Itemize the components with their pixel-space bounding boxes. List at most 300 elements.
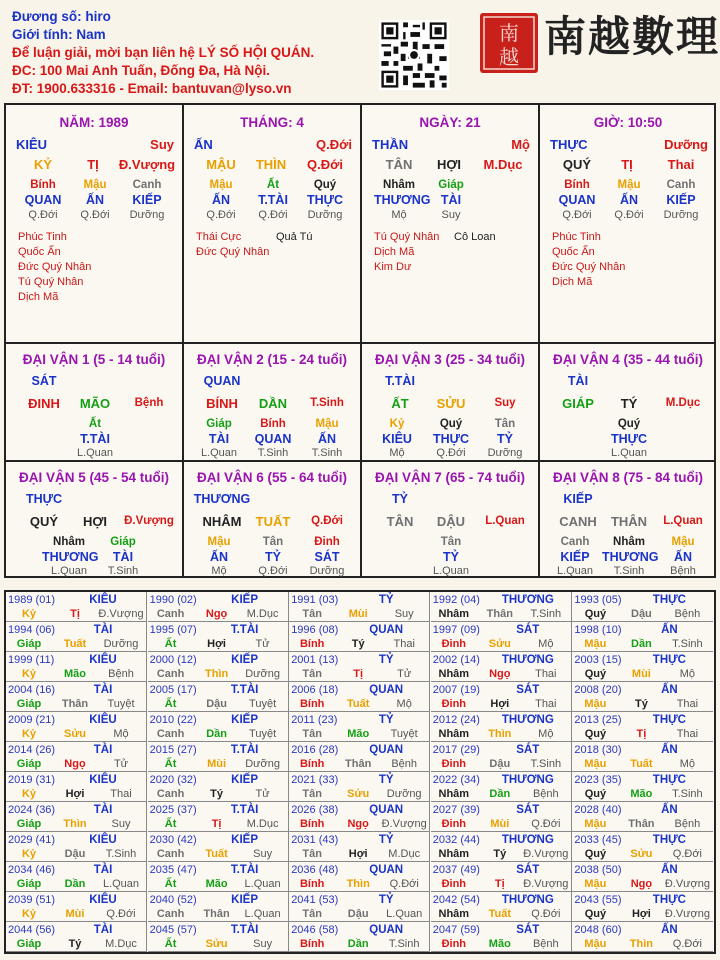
year-branch: Ngọ <box>630 878 653 890</box>
dai-van-hidden-stem: Đinh <box>314 536 340 548</box>
year-branch: Thìn <box>346 878 370 890</box>
year-cell[interactable] <box>148 622 289 652</box>
year-ten-god: SÁT <box>516 924 540 936</box>
dai-van-stem: BÍNH <box>206 396 238 411</box>
year-cell[interactable] <box>572 592 713 622</box>
year-cell[interactable] <box>6 622 147 652</box>
year-branch: Ngọ <box>64 758 86 770</box>
year-phase: L.Quan <box>386 908 423 920</box>
hidden-phase: Dưỡng <box>663 209 699 221</box>
gender: Giới tính: Nam <box>12 27 106 42</box>
dai-van-hidden-phase: L.Quan <box>610 447 648 459</box>
year-ten-god: THƯƠNG <box>501 774 554 786</box>
year-cell[interactable] <box>148 922 289 952</box>
year-label: 2021 (33) <box>291 774 339 786</box>
dai-van-hidden-phase: T.Sinh <box>257 447 289 459</box>
year-ten-god: SÁT <box>516 684 540 696</box>
year-stem: Đinh <box>441 758 467 770</box>
year-label: 2038 (50) <box>574 864 622 876</box>
shen-sha-star: Quả Tú <box>276 231 313 243</box>
shen-sha-star: Tú Quý Nhân <box>18 276 84 288</box>
year-cell[interactable] <box>289 742 430 772</box>
year-cell[interactable] <box>572 652 713 682</box>
year-cell[interactable] <box>6 832 147 862</box>
year-cell[interactable] <box>148 802 289 832</box>
year-cell[interactable] <box>148 832 289 862</box>
year-cell[interactable] <box>6 682 147 712</box>
svg-text:越: 越 <box>499 45 519 69</box>
hidden-phase: Suy <box>441 209 461 221</box>
year-branch: Thìn <box>629 938 653 950</box>
shen-sha-star: Phúc Tinh <box>552 231 601 243</box>
year-branch: Thân <box>486 608 513 620</box>
year-ten-god: ẤN <box>661 924 678 936</box>
year-phase: Mộ <box>538 638 554 650</box>
year-cell[interactable] <box>289 922 430 952</box>
year-stem: Ất <box>164 698 177 710</box>
year-cell[interactable] <box>6 922 147 952</box>
year-branch: Tị <box>70 608 80 620</box>
dai-van-phase: T.Sinh <box>310 397 344 409</box>
year-cell[interactable] <box>289 622 430 652</box>
year-cell[interactable] <box>289 862 430 892</box>
shen-sha-star: Thái Cực <box>196 231 242 243</box>
year-cell[interactable] <box>572 862 713 892</box>
year-stem: Nhâm <box>438 848 470 860</box>
dai-van-branch: TUẤT <box>255 514 291 529</box>
dai-van-hidden-stem: Mậu <box>315 418 339 430</box>
year-label: 2019 (31) <box>8 774 56 786</box>
year-label: 1996 (08) <box>291 624 339 636</box>
branch-phase: Đ.Vượng <box>118 157 176 172</box>
year-cell[interactable] <box>431 802 572 832</box>
year-phase: Q.Đới <box>106 908 136 920</box>
year-label: 2018 (30) <box>574 744 622 756</box>
dai-van-hidden-ten-god: TỶ <box>497 432 513 446</box>
year-label: 2003 (15) <box>574 654 622 666</box>
hidden-stem: Mậu <box>617 179 641 191</box>
year-branch: Dậu <box>631 608 652 620</box>
hidden-ten-god: ẤN <box>619 193 639 207</box>
year-phase: Tử <box>255 788 270 800</box>
year-branch: Tuất <box>630 758 653 770</box>
year-phase: T.Sinh <box>530 608 562 620</box>
year-cell[interactable] <box>6 592 147 622</box>
year-branch: Sửu <box>63 728 87 740</box>
year-cell[interactable] <box>6 892 147 922</box>
dai-van-phase: Q.Đới <box>311 515 343 527</box>
year-cell[interactable] <box>289 802 430 832</box>
year-ten-god: THỰC <box>652 594 686 606</box>
dai-van-title: ĐẠI VẬN 6 (55 - 64 tuổi) <box>196 470 348 485</box>
year-ten-god: KIÊU <box>89 834 117 846</box>
year-cell[interactable] <box>572 832 713 862</box>
year-cell[interactable] <box>431 742 572 772</box>
year-cell[interactable] <box>6 802 147 832</box>
year-phase: Tử <box>113 758 129 770</box>
year-cell[interactable] <box>572 682 713 712</box>
dai-van-hidden-phase: L.Quan <box>556 565 594 577</box>
year-ten-god: KIÊU <box>89 774 117 786</box>
qr-code-icon[interactable] <box>379 20 449 90</box>
pillars-panel <box>4 103 716 578</box>
dai-van-hidden-phase: T.Sinh <box>311 447 343 459</box>
year-stem: Canh <box>156 788 185 800</box>
hidden-phase: Q.Đới <box>562 209 592 221</box>
hidden-ten-god: ẤN <box>85 193 105 207</box>
dai-van-title: ĐẠI VẬN 7 (65 - 74 tuổi) <box>374 470 526 485</box>
year-stem: Bính <box>299 878 325 890</box>
dai-van-phase: L.Quan <box>663 515 703 527</box>
branch-phase: Thai <box>667 157 695 172</box>
year-label: 1995 (07) <box>149 624 197 636</box>
phone-email[interactable]: ĐT: 1900.633316 - Email: bantuvan@lyso.vn <box>12 81 292 96</box>
year-cell[interactable] <box>289 652 430 682</box>
year-cell[interactable] <box>289 592 430 622</box>
hidden-stem: Mậu <box>209 179 233 191</box>
year-cell[interactable] <box>289 892 430 922</box>
year-branch: Dậu <box>206 698 227 710</box>
pillar-title: NGÀY: 21 <box>419 115 481 130</box>
year-phase: Tuyệt <box>390 728 418 740</box>
year-cell[interactable] <box>431 622 572 652</box>
dai-van-phase: Suy <box>494 397 516 409</box>
ten-god-stem: THẦN <box>372 137 409 152</box>
year-stem: Đinh <box>441 638 467 650</box>
year-cell[interactable] <box>6 652 147 682</box>
earthly-branch: TỊ <box>87 157 99 172</box>
year-cell[interactable] <box>431 652 572 682</box>
year-phase: M.Dục <box>246 818 279 830</box>
year-cell[interactable] <box>148 712 289 742</box>
dai-van-ten-god: THỰC <box>25 492 63 506</box>
year-label: 1994 (06) <box>8 624 56 636</box>
year-label: 2000 (12) <box>149 654 197 666</box>
dai-van-hidden-phase: Bệnh <box>670 565 696 577</box>
year-cell[interactable] <box>572 772 713 802</box>
year-cell[interactable] <box>431 592 572 622</box>
year-branch: Mão <box>630 788 653 800</box>
year-branch: Tị <box>353 668 364 680</box>
year-branch: Dần <box>64 878 86 890</box>
year-label: 2033 (45) <box>574 834 622 846</box>
year-phase: Bệnh <box>391 758 418 770</box>
year-cell[interactable] <box>431 682 572 712</box>
year-stem: Canh <box>156 728 185 740</box>
dai-van-hidden-ten-god: KIÊU <box>382 432 412 446</box>
hidden-stem: Ất <box>266 179 280 191</box>
year-cell[interactable] <box>6 742 147 772</box>
dai-van-title: ĐẠI VẬN 4 (35 - 44 tuổi) <box>552 352 704 367</box>
year-branch: Mão <box>205 878 228 890</box>
year-phase: Dưỡng <box>386 788 422 800</box>
year-branch: Tuất <box>488 908 511 920</box>
year-label: 2023 (35) <box>574 774 622 786</box>
dai-van-hidden-ten-god: THỰC <box>432 432 470 446</box>
year-cell[interactable] <box>6 772 147 802</box>
hidden-ten-god: QUAN <box>24 193 62 207</box>
year-branch: Tý <box>493 848 507 860</box>
year-label: 2002 (14) <box>432 654 480 666</box>
year-cell[interactable] <box>6 862 147 892</box>
year-label: 2045 (57) <box>149 924 197 936</box>
year-phase: Bệnh <box>532 938 559 950</box>
year-stem: Bính <box>299 638 325 650</box>
year-cell[interactable] <box>572 712 713 742</box>
year-branch: Mão <box>488 938 511 950</box>
year-label: 2005 (17) <box>149 684 197 696</box>
branch-phase: Q.Đới <box>307 157 343 172</box>
year-ten-god: THỰC <box>652 654 686 666</box>
year-phase: Dưỡng <box>245 758 280 770</box>
hidden-stem: Quý <box>313 179 337 191</box>
year-ten-god: TỶ <box>378 834 394 846</box>
dai-van-phase: L.Quan <box>485 515 525 527</box>
dai-van-hidden-ten-god: THỰC <box>610 432 648 446</box>
hidden-stem: Nhâm <box>383 179 415 191</box>
year-stem: Quý <box>584 668 607 680</box>
year-label: 1991 (03) <box>291 594 339 606</box>
dai-van-title: ĐẠI VẬN 2 (15 - 24 tuổi) <box>196 352 348 367</box>
year-label: 2047 (59) <box>432 924 480 936</box>
dai-van-branch: HỢI <box>82 514 108 529</box>
year-ten-god: KIẾP <box>231 654 259 666</box>
svg-text:南: 南 <box>499 21 519 45</box>
year-phase: Mộ <box>538 728 554 740</box>
dai-van-phase: Bệnh <box>134 397 164 409</box>
year-cell[interactable] <box>148 652 289 682</box>
year-cell[interactable] <box>572 742 713 772</box>
shen-sha-star: Cô Loan <box>454 231 496 243</box>
shen-sha-star: Đức Quý Nhân <box>552 261 626 273</box>
year-ten-god: ẤN <box>661 624 678 636</box>
dai-van-hidden-stem: Kỷ <box>389 418 405 430</box>
year-ten-god: SÁT <box>516 864 540 876</box>
year-stem: Canh <box>156 608 185 620</box>
year-ten-god: THƯƠNG <box>501 594 554 606</box>
year-phase: Tuyệt <box>249 698 277 710</box>
year-ten-god: THƯƠNG <box>501 894 554 906</box>
year-stem: Bính <box>299 758 325 770</box>
year-label: 2020 (32) <box>149 774 197 786</box>
year-ten-god: TÀI <box>93 804 113 816</box>
year-stem: Kỷ <box>21 608 37 620</box>
year-branch: Thân <box>61 698 89 710</box>
year-cell[interactable] <box>431 892 572 922</box>
year-branch: Tị <box>494 878 505 890</box>
pillar-title: NĂM: 1989 <box>59 115 129 130</box>
year-phase: Mộ <box>679 668 696 680</box>
dai-van-hidden-ten-god: ẤN <box>209 550 229 564</box>
year-cell[interactable] <box>6 712 147 742</box>
year-label: 2042 (54) <box>432 894 480 906</box>
brand-title: 南越數理 <box>544 12 720 61</box>
dai-van-branch: DẦN <box>258 396 288 411</box>
hidden-phase: Q.Đới <box>28 209 58 221</box>
year-stem: Ất <box>164 758 177 770</box>
year-cell[interactable] <box>431 772 572 802</box>
ten-god-stem: KIÊU <box>16 137 48 152</box>
year-phase: Thai <box>535 698 557 710</box>
year-stem: Kỷ <box>21 728 37 740</box>
year-ten-god: QUAN <box>369 864 404 876</box>
year-ten-god: TỶ <box>378 894 394 906</box>
year-phase: Đ.Vượng <box>381 818 427 830</box>
year-label: 2028 (40) <box>574 804 622 816</box>
year-cell[interactable] <box>431 712 572 742</box>
year-label: 2016 (28) <box>291 744 339 756</box>
shen-sha-star: Quốc Ấn <box>552 246 595 258</box>
ten-god-stem: ẤN <box>194 137 213 152</box>
year-label: 2001 (13) <box>291 654 339 666</box>
dai-van-branch: SỬU <box>436 396 466 411</box>
year-cell[interactable] <box>148 592 289 622</box>
dai-van-hidden-phase: Q.Đới <box>258 565 288 577</box>
year-phase: Mộ <box>113 728 129 740</box>
year-phase: T.Sinh <box>672 638 703 650</box>
year-stem: Ất <box>164 818 177 830</box>
dai-van-hidden-ten-god: THƯƠNG <box>42 550 99 564</box>
year-branch: Thìn <box>204 668 229 680</box>
year-stem: Canh <box>156 908 185 920</box>
year-branch: Hợi <box>207 638 226 650</box>
dai-van-hidden-stem: Quý <box>439 418 463 430</box>
shen-sha-star: Dịch Mã <box>374 246 415 258</box>
hidden-ten-god: TÀI <box>440 193 462 207</box>
year-ten-god: SÁT <box>516 624 540 636</box>
dai-van-hidden-phase: L.Quan <box>50 565 88 577</box>
dai-van-hidden-ten-god: TÀI <box>112 550 134 564</box>
year-cell[interactable] <box>572 892 713 922</box>
dai-van-stem: TÂN <box>386 514 414 529</box>
branch-phase: M.Dục <box>483 157 523 172</box>
dai-van-branch: THÂN <box>610 514 648 529</box>
year-stem: Kỷ <box>21 908 37 920</box>
year-branch: Mùi <box>631 668 651 680</box>
year-branch: Tý <box>351 638 365 650</box>
year-ten-god: THỰC <box>652 714 686 726</box>
dai-van-hidden-stem: Nhâm <box>53 536 85 548</box>
year-phase: Suy <box>394 608 414 620</box>
hidden-phase: Q.Đới <box>258 209 288 221</box>
year-label: 2029 (41) <box>8 834 56 846</box>
hidden-stem: Mậu <box>83 179 107 191</box>
year-ten-god: TÀI <box>93 924 113 936</box>
pillar-title: GIỜ: 10:50 <box>593 115 663 130</box>
shen-sha-star: Dịch Mã <box>552 276 593 288</box>
year-phase: Suy <box>253 938 273 950</box>
year-phase: Bệnh <box>108 668 134 680</box>
year-cell[interactable] <box>148 682 289 712</box>
year-phase: Thai <box>393 638 415 650</box>
shen-sha-star: Dịch Mã <box>18 291 59 303</box>
year-ten-god: THỰC <box>652 894 686 906</box>
year-label: 2025 (37) <box>149 804 197 816</box>
year-ten-god: ẤN <box>661 864 678 876</box>
year-cell[interactable] <box>431 862 572 892</box>
year-ten-god: T.TÀI <box>230 924 259 936</box>
hidden-phase: Q.Đới <box>80 209 110 221</box>
year-cell[interactable] <box>572 922 713 952</box>
year-phase: Q.Đới <box>672 848 702 860</box>
year-label: 1998 (10) <box>574 624 622 636</box>
year-phase: Thai <box>676 728 699 740</box>
year-cell[interactable] <box>572 622 713 652</box>
hidden-stem: Canh <box>666 179 696 191</box>
shen-sha-star: Đức Quý Nhân <box>196 246 270 258</box>
year-branch: Mùi <box>490 818 510 830</box>
year-label: 2031 (43) <box>291 834 339 846</box>
year-cell[interactable] <box>148 772 289 802</box>
dai-van-hidden-stem: Tân <box>494 418 516 430</box>
year-label: 1989 (01) <box>8 594 56 606</box>
year-cell[interactable] <box>148 742 289 772</box>
dai-van-hidden-ten-god: QUAN <box>254 432 292 446</box>
year-cell[interactable] <box>289 832 430 862</box>
pillar-title: THÁNG: 4 <box>240 115 304 130</box>
year-branch: Dậu <box>489 758 511 770</box>
heavenly-stem: QUÝ <box>562 157 592 172</box>
year-phase: Đ.Vượng <box>664 908 710 920</box>
year-stem: Ất <box>164 878 177 890</box>
dai-van-title: ĐẠI VẬN 3 (25 - 34 tuổi) <box>374 352 526 367</box>
dai-van-hidden-stem: Giáp <box>206 418 232 430</box>
heavenly-stem: MẬU <box>206 157 236 172</box>
year-label: 2015 (27) <box>149 744 197 756</box>
dai-van-hidden-ten-god: ẤN <box>317 432 337 446</box>
year-ten-god: ẤN <box>661 684 678 696</box>
year-stem: Nhâm <box>438 668 470 680</box>
year-stem: Bính <box>299 818 325 830</box>
year-cell[interactable] <box>289 682 430 712</box>
year-phase: Q.Đới <box>389 878 419 890</box>
year-stem: Canh <box>156 848 185 860</box>
year-branch: Mùi <box>207 758 227 770</box>
dai-van-hidden-phase: Mộ <box>211 565 227 577</box>
year-ten-god: TÀI <box>93 864 113 876</box>
year-stem: Mậu <box>584 698 607 710</box>
year-ten-god: QUAN <box>369 624 404 636</box>
hidden-phase: Q.Đới <box>206 209 236 221</box>
dai-van-hidden-phase: T.Sinh <box>613 565 645 577</box>
year-cell[interactable] <box>431 832 572 862</box>
year-label: 2012 (24) <box>432 714 480 726</box>
dai-van-stem: ẤT <box>391 396 409 411</box>
year-cell[interactable] <box>289 712 430 742</box>
year-label: 2046 (58) <box>291 924 339 936</box>
year-stem: Đinh <box>441 878 467 890</box>
year-cell[interactable] <box>431 922 572 952</box>
year-cell[interactable] <box>148 862 289 892</box>
dai-van-hidden-ten-god: ẤN <box>673 550 693 564</box>
year-cell[interactable] <box>148 892 289 922</box>
year-cell[interactable] <box>289 772 430 802</box>
year-phase: Dưỡng <box>245 668 280 680</box>
year-ten-god: SÁT <box>516 804 540 816</box>
dai-van-ten-god: KIẾP <box>563 492 593 506</box>
shen-sha-star: Kim Dư <box>374 261 412 273</box>
dai-van-hidden-ten-god: KIẾP <box>560 550 590 564</box>
year-cell[interactable] <box>572 802 713 832</box>
year-branch: Mão <box>347 728 370 740</box>
year-label: 2041 (53) <box>291 894 339 906</box>
year-phase: Đ.Vượng <box>664 878 710 890</box>
year-phase: Mộ <box>679 758 696 770</box>
year-phase: L.Quan <box>244 908 281 920</box>
year-phase: M.Dục <box>388 848 421 860</box>
year-phase: T.Sinh <box>672 788 703 800</box>
phase-label: Suy <box>150 137 174 152</box>
